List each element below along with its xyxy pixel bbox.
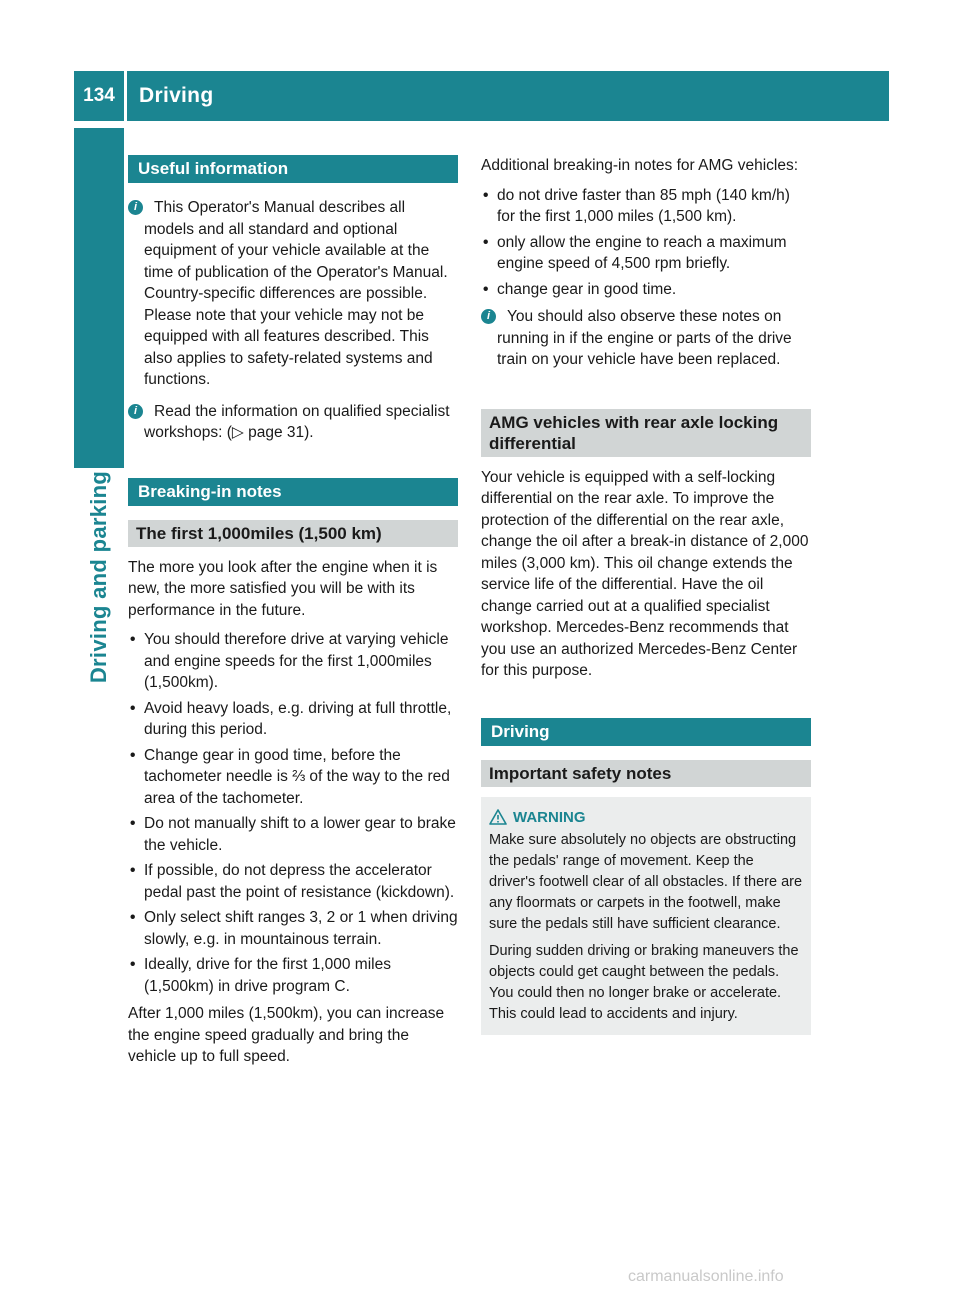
left-column bbox=[128, 155, 458, 1076]
info-icon: i bbox=[128, 200, 143, 215]
page-header bbox=[74, 71, 889, 121]
info-icon: i bbox=[481, 309, 496, 324]
info-note bbox=[128, 197, 458, 391]
footer-watermark: carmanualsonline.info bbox=[628, 1268, 784, 1285]
info-note-text: You should also observe these notes on running in if the engine or parts of the drive train on your vehicle have been replaced. bbox=[497, 308, 792, 368]
info-note-text: This Operator's Manual describes all models and all standard and optional equipment of your vehicle available at the time of publication of the Operator's Manual. Country-specific differences are possible. Please note that your vehicle may not be equipped with all features described. This also applies to safety-related systems and functions. bbox=[144, 199, 448, 388]
list-item: • Only select shift ranges 3, 2 or 1 when driving slowly, e.g. in mountainous terrain. bbox=[128, 907, 458, 950]
info-note bbox=[128, 401, 458, 444]
list-item: • If possible, do not depress the accelerator pedal past the point of resistance (kickdown). bbox=[128, 860, 458, 903]
list-item: • You should therefore drive at varying vehicle and engine speeds for the first 1,000miles (1,500km). bbox=[128, 629, 458, 694]
rear-axle-subheading: AMG vehicles with rear axle locking differential bbox=[481, 409, 811, 457]
breaking-in-outro: After 1,000 miles (1,500km), you can increase the engine speed gradually and bring the vehicle up to full speed. bbox=[128, 1005, 445, 1065]
warning-text: During sudden driving or braking maneuvers the objects could get caught between the pedals. You could then no longer brake or accelerate. This could lead to accidents and injury. bbox=[489, 942, 799, 1022]
warning-text: Make sure absolutely no objects are obstructing the pedals' range of movement. Keep the driver's footwell clear of all obstacles. If there are any floormats or carpets in the footwell, make sure the pedals still have sufficient clearance. bbox=[489, 831, 803, 932]
info-note bbox=[481, 306, 811, 371]
info-note-text: Read the information on qualified specialist workshops: (▷ page 31). bbox=[144, 402, 450, 441]
first-miles-subheading: The first 1,000miles (1,500 km) bbox=[128, 520, 458, 547]
breaking-in-list bbox=[128, 629, 458, 997]
side-chapter-tab bbox=[74, 470, 124, 683]
list-item: • Ideally, drive for the first 1,000 miles (1,500km) in drive program C. bbox=[128, 954, 458, 997]
amg-intro: Additional breaking-in notes for AMG vehicles: bbox=[481, 157, 799, 174]
list-item: • Do not manually shift to a lower gear to brake the vehicle. bbox=[128, 813, 458, 856]
warning-title: WARNING bbox=[513, 808, 586, 826]
rear-axle-text: Your vehicle is equipped with a self-locking differential on the rear axle. To improve the protection of the differential on the rear axle, change the oil after a break-in distance of 2,000 miles (3,000 km). This oil change extends the service life of the differential. Have the oil change carried out at a qualified specialist workshop. Mercedes-Benz recommends that you use an authorized Mercedes-Benz Center for this purpose. bbox=[481, 468, 809, 679]
warning-header bbox=[489, 807, 803, 828]
warning-box bbox=[481, 797, 811, 1035]
breaking-in-intro: The more you look after the engine when it is new, the more satisfied you will be with its performance in the future. bbox=[128, 558, 438, 619]
amg-list bbox=[481, 185, 811, 301]
list-item: • Change gear in good time, before the tachometer needle is ⅔ of the way to the red area of the tachometer. bbox=[128, 745, 458, 810]
side-color-block bbox=[74, 128, 124, 468]
right-column bbox=[481, 155, 811, 1035]
side-chapter-label: Driving and parking bbox=[86, 470, 112, 683]
list-item: • change gear in good time. bbox=[481, 279, 811, 301]
useful-information-heading: Useful information bbox=[128, 155, 458, 183]
list-item: • Avoid heavy loads, e.g. driving at full throttle, during this period. bbox=[128, 698, 458, 741]
driving-heading: Driving bbox=[481, 718, 811, 746]
chapter-title: Driving bbox=[139, 84, 214, 107]
warning-triangle-icon bbox=[489, 809, 507, 825]
list-item: • do not drive faster than 85 mph (140 km/h) for the first 1,000 miles (1,500 km). bbox=[481, 185, 811, 228]
breaking-in-heading: Breaking-in notes bbox=[128, 478, 458, 506]
page-number: 134 bbox=[74, 71, 127, 121]
info-icon: i bbox=[128, 404, 143, 419]
list-item: • only allow the engine to reach a maximum engine speed of 4,500 rpm briefly. bbox=[481, 232, 811, 275]
safety-notes-subheading: Important safety notes bbox=[481, 760, 811, 787]
